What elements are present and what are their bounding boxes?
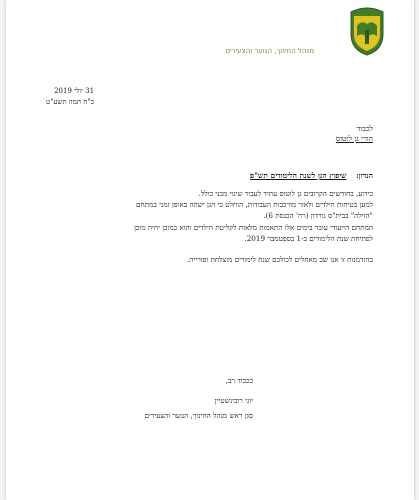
body-paragraph-1 — [43, 188, 373, 221]
gregorian-date: 31 יולי 2019 — [54, 87, 95, 95]
body-line: "הזילה" בבית"ס גורדון (רח' הכנסת 6). — [263, 211, 373, 220]
signature-title: סגן ראש מנהל החינוך, הנוער והצעירים — [144, 411, 253, 420]
letter-page — [6, 0, 414, 500]
signature-name: יוני רובינשטיין — [214, 396, 253, 405]
hebrew-date: כ"ח תמוז תשע"ט — [46, 98, 95, 106]
municipality-logo — [349, 6, 385, 56]
body-paragraph-3 — [43, 254, 373, 265]
recipient-block — [336, 124, 373, 144]
subject-line — [250, 171, 373, 180]
signature-closing: בכבוד רב, — [225, 376, 253, 385]
recipient-name: הורי גן לוטוס — [335, 134, 373, 143]
subject-label: הנדון: — [356, 171, 373, 180]
subject-text: שיפוץ הגן לשנת הלימודים תש"פ — [250, 171, 347, 180]
department-name: מנהל החינוך, הנוער והצעירים — [225, 47, 314, 55]
body-paragraph-2 — [43, 222, 373, 244]
body-line: בהזדמנות זו אנו שב מאחלים לכולכם שנת לימודים מוצלחת ופורייה. — [187, 255, 373, 264]
body-line: לפתיחת שנת הלימודים ב-1 בספטמבר 2019. — [244, 234, 373, 243]
body-line: למען בטיחות הילדים ולאור מורכבות העבודות, הוחלט כי הגן ישהה באופן זמני במתחם — [136, 200, 373, 209]
body-line: המתחם הייעודי עובר בימים אלו התאמות מלאות לקליטת הילדים והוא כמובן יהיה מוכן — [134, 223, 373, 232]
recipient-salutation: לכבוד — [356, 124, 373, 133]
shield-icon — [349, 6, 385, 56]
date-block — [46, 86, 94, 108]
body-line: כידוע, בחודשים הקרובים גן לוטוס עתיד לעבור שינוי מבני כולל. — [198, 189, 373, 198]
